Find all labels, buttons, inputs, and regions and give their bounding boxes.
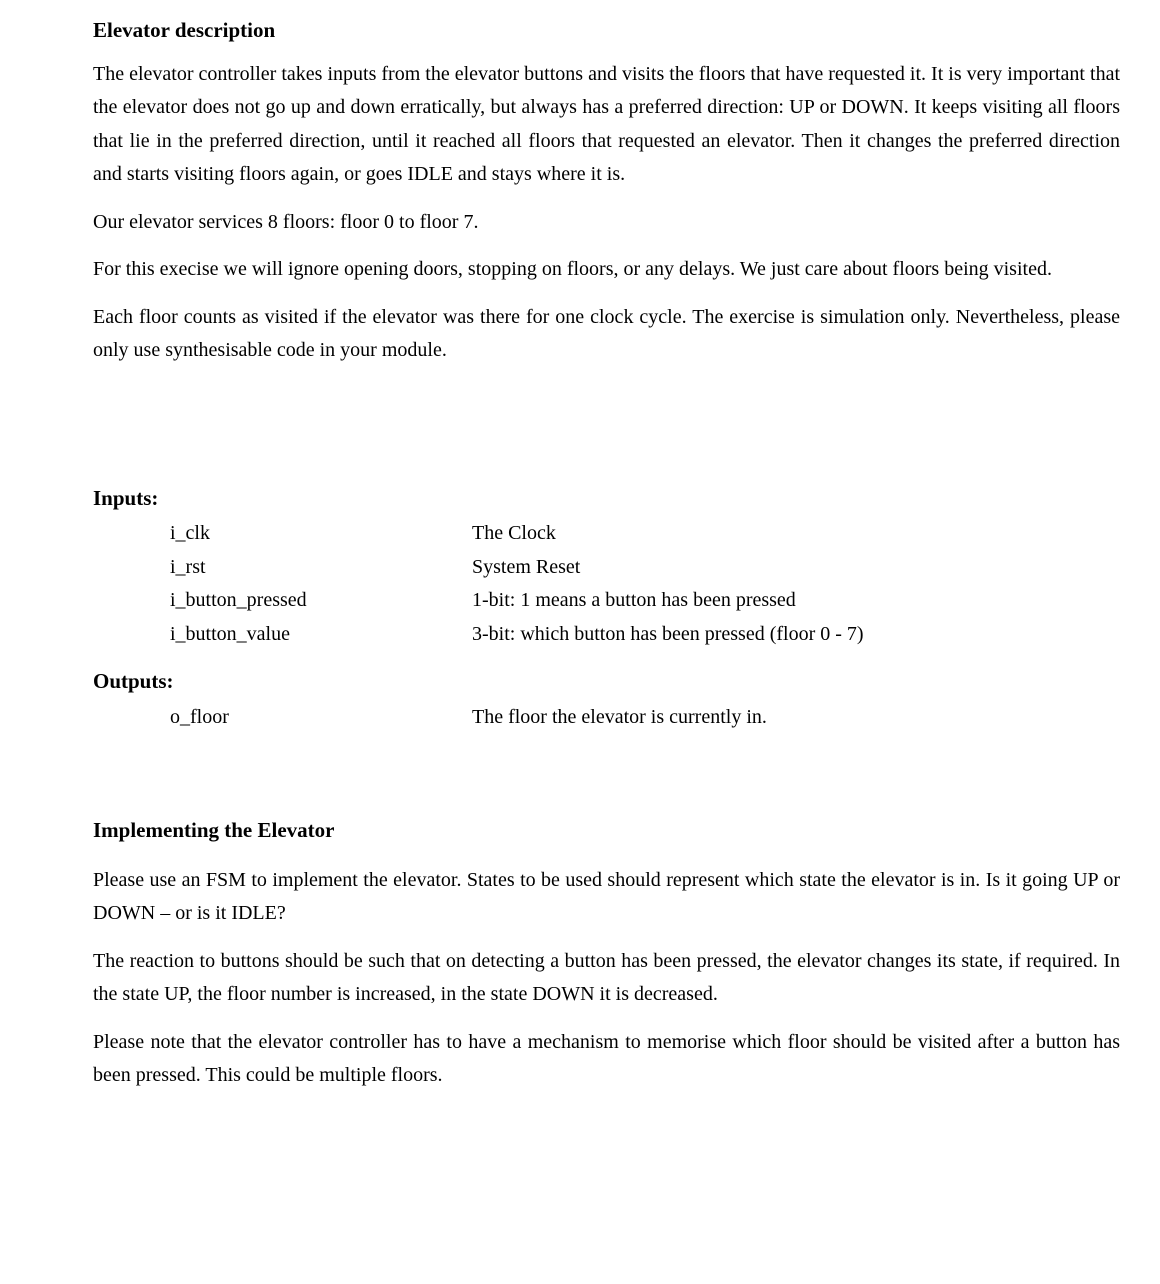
signal-name: i_button_pressed [170,589,307,611]
signal-row [93,618,1120,652]
signal-row [93,517,1120,551]
paragraph: The elevator controller takes inputs from the elevator buttons and visits the floors that have requested it. It is very important that the elevator does not go up and down erratically, but always has a preferred direction: UP or DOWN. It keeps visiting all floors that lie in the preferred direction, until it reached all floors that requested an elevator. Then it changes the preferred direction and starts visiting floors again, or goes IDLE and stays where it is. [93,62,1120,185]
vertical-spacer [93,382,1120,482]
paragraph: Each floor counts as visited if the elevator was there for one clock cycle. The exercise is simulation only. Nevertheless, please only use synthesisable code in your module. [93,305,1120,361]
inputs-heading: Inputs: [93,485,159,510]
signal-description: The floor the elevator is currently in. [472,705,767,728]
signal-name: i_button_value [170,622,290,645]
paragraph: The reaction to buttons should be such that on detecting a button has been pressed, the elevator changes its state, if required. In the state UP, the floor number is increased, in the state DOWN it is decreased. [93,949,1120,1005]
paragraph: Please use an FSM to implement the elevator. States to be used should represent which state the elevator is in. Is it going UP or DOWN – or is it IDLE? [93,868,1120,924]
paragraph: Our elevator services 8 floors: floor 0 to floor 7. [93,210,479,233]
signal-name: o_floor [170,705,229,728]
signal-row [93,701,1120,735]
vertical-spacer [93,734,1120,814]
outputs-heading: Outputs: [93,669,174,693]
paragraph: For this execise we will ignore opening doors, stopping on floors, or any delays. We just care about floors being visited. [93,258,1052,280]
signal-row [93,551,1120,585]
signal-name: i_clk [170,522,210,544]
paragraph: Please note that the elevator controller has to have a mechanism to memorise which floor should be visited after a button has been pressed. This could be multiple floors. [93,1030,1120,1086]
signal-name: i_rst [170,555,206,578]
signal-description: System Reset [472,555,581,578]
signal-description: The Clock [472,522,556,544]
signal-description: 1-bit: 1 means a button has been pressed [472,589,796,611]
signal-row [93,584,1120,618]
signal-description: 3-bit: which button has been pressed (floor 0 - 7) [472,622,864,645]
document-title: Elevator description [93,18,276,42]
implementation-heading: Implementing the Elevator [93,818,335,842]
